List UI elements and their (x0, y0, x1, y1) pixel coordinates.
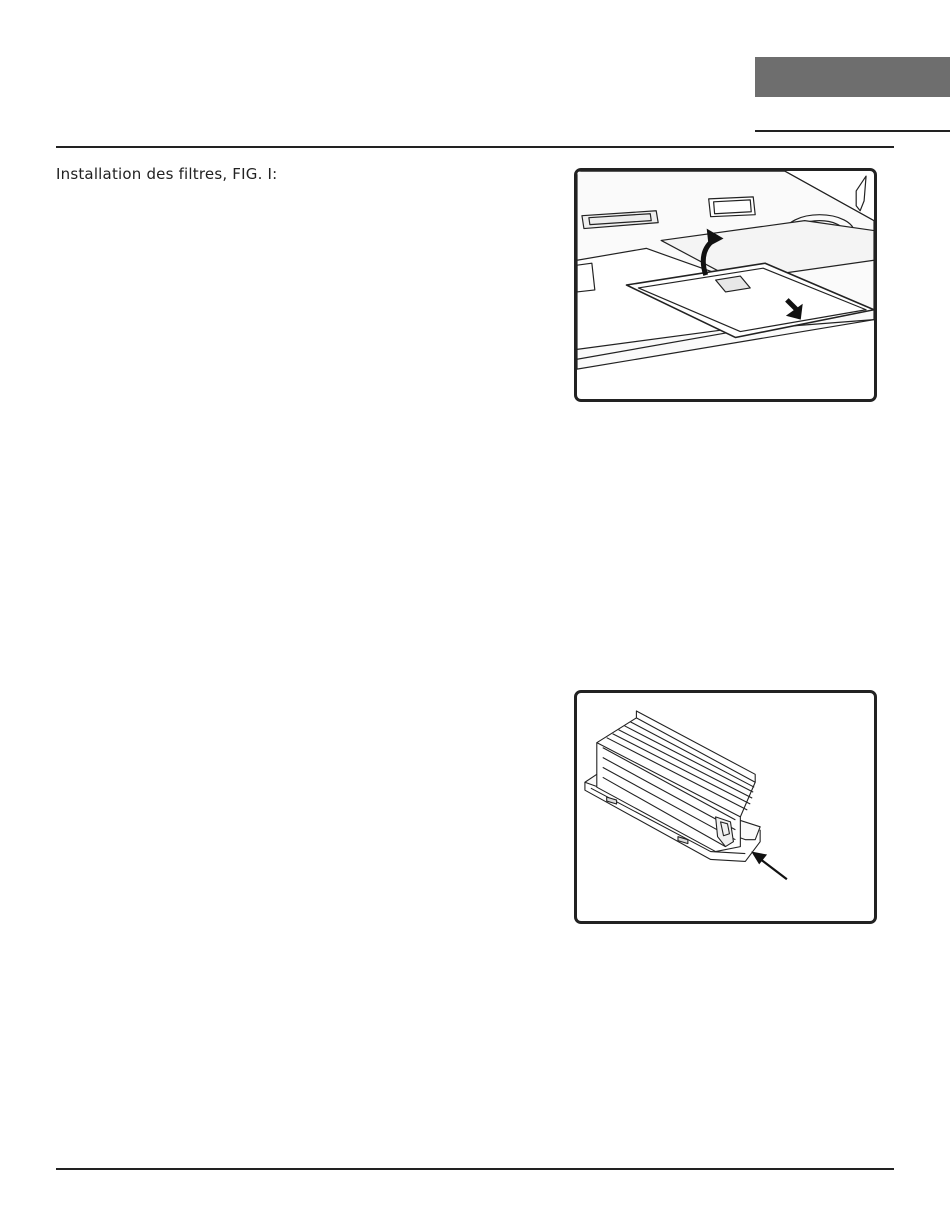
section-tab-block (755, 57, 950, 97)
header-divider (56, 146, 894, 148)
figure-charcoal-filter (574, 690, 877, 924)
footer-divider (56, 1168, 894, 1170)
figure-filter-removal (574, 168, 877, 402)
hood-grease-filter-removal-illustration (577, 171, 874, 399)
section-heading: Installation des filtres, FIG. I: (56, 165, 278, 183)
section-tab-underline (755, 130, 950, 132)
charcoal-filter-cartridge-illustration (577, 693, 874, 921)
